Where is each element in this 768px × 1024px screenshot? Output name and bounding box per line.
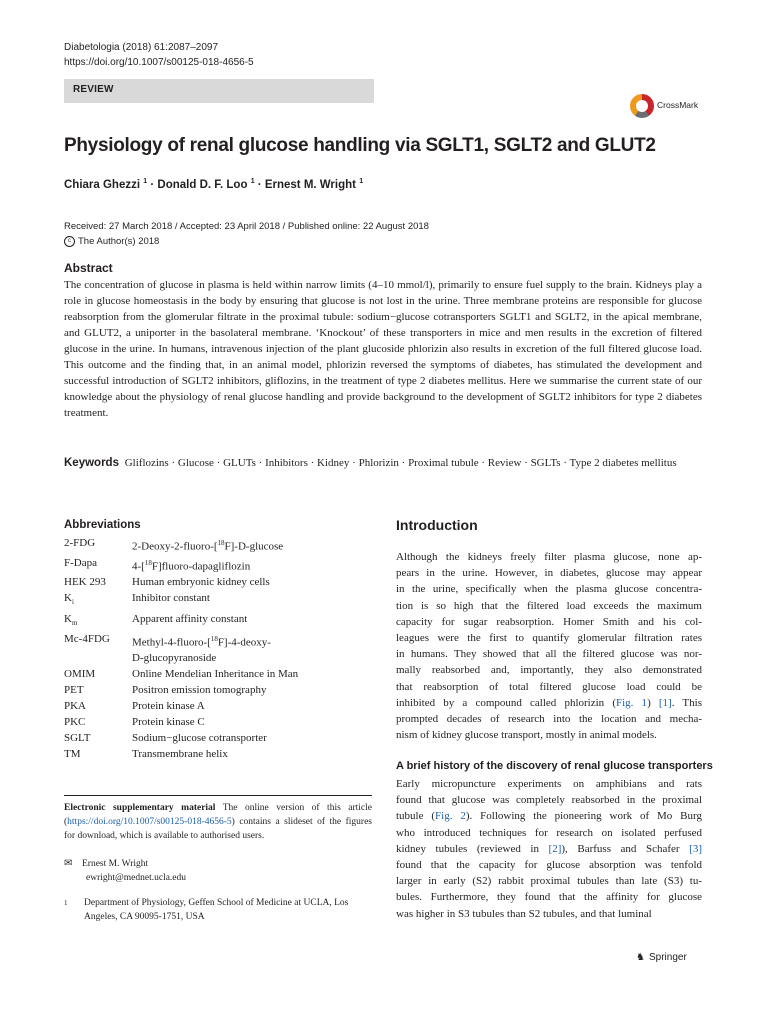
abbreviation-definition: Transmembrane helix [132,748,228,761]
copyright-text: The Author(s) 2018 [78,236,160,247]
abbreviation-term: $K_m$ [64,612,78,627]
abbreviation-definition: 2-Deoxy-2-fluoro-[$^{18}$F]-D-glucose [132,539,284,553]
journal-reference [64,40,254,70]
author-separator: · [150,178,158,191]
crossmark-icon [630,94,654,118]
contact-name: Ernest M. Wright [82,859,149,869]
text-line: Although the kidneys freely filter plasma glucose, none ap- [396,551,702,563]
envelope-icon: ✉ [64,858,73,869]
abbreviation-definition: Methyl-4-fluoro-[$^{18}$F]-4-deoxy- D-glucopyranoside [132,634,271,665]
abbreviation-term: PKA [64,700,87,713]
abbreviation-term: TM [64,748,81,761]
text-line: tubule (Fig. 2). Following the pioneering work of Mo Burg [396,810,702,823]
text-line: Early micropuncture experiments on amphibians and rats [396,778,702,790]
publisher-logo [636,952,687,963]
abbreviation-definition: Human embryonic kidney cells [132,576,270,589]
text-line: bules. Furthermore, they found that the affinity for glucose [396,891,702,904]
text-line: in the urine, specifically when the plasma glucose concentra- [396,583,702,596]
abbreviation-definition: Protein kinase A [132,700,205,713]
supplementary-label: Electronic supplementary material [64,803,216,813]
section-label: REVIEW [73,84,114,95]
abstract-heading: Abstract [64,261,113,275]
abbreviation-row [64,666,364,682]
affiliation-number: 1 [64,899,68,907]
text-line: tion is so high that the filtered load exceeds the maximum [396,599,702,612]
abbreviation-definition: 4-[$^{18}$F]fluoro-dapagliflozin [132,558,251,573]
contact-email[interactable]: ewright@mednet.ucla.edu [86,873,187,883]
author-affil-mark: 1 [143,178,148,185]
supplementary-text-2: ) contains a slideset of the figures for download, which is available to authorised users. [64,817,372,841]
text-line: found that the capacity for glucose absorption was tenfold [396,858,702,871]
text-line: that reabsorption of total filtered glucose load could be [396,680,702,693]
abbreviation-row [64,682,364,698]
abbreviation-definition: Apparent affinity constant [132,612,248,625]
abbreviation-term: PKC [64,716,86,729]
text-line: nism of kidney glucose transport, mostly in animal models. [396,729,657,742]
abbreviation-term: OMIM [64,668,96,681]
supplementary-note [64,801,372,843]
history-body [396,776,702,922]
abbreviations-heading: Abbreviations [64,519,141,531]
supplementary-text-1: The online version of this article ( [64,803,372,827]
author-affil-mark: 1 [250,178,255,185]
author-name[interactable]: Chiara Ghezzi [64,178,141,191]
abbreviation-row [64,535,364,555]
author-name[interactable]: Ernest M. Wright [264,178,356,191]
text-line: pears in the urine. However, in diabetes, glucose may appear [396,567,702,580]
text-line: who introduced techniques for research on isolated perfused [396,826,702,839]
abbreviation-row [64,698,364,714]
footnote-divider [64,795,372,796]
copyright-line [64,234,429,249]
abbreviation-definition: Positron emission tomography [132,684,267,697]
text-line: mally reabsorbed and, importantly, they also demonstrated [396,664,702,677]
text-line: larger in early (S2) rabbit proximal tubules than late (S3) tu- [396,875,702,888]
introduction-heading: Introduction [396,517,478,533]
abbreviation-row [64,714,364,730]
keywords-label: Keywords [64,457,119,469]
text-line: prompted decades of research into the location and mecha- [396,712,702,725]
text-line: found that glucose was completely reabsorbed in the proximal [396,794,702,807]
crossmark-badge[interactable] [630,92,704,120]
text-line: in humans. They showed that all the filtered glucose was nor- [396,648,702,661]
abbreviation-definition: Inhibitor constant [132,592,210,605]
supplementary-link[interactable]: https://doi.org/10.1007/s00125-018-4656-5 [67,817,232,827]
abbreviation-term: $K_i$ [64,592,74,607]
text-line: leagues were the first to quantify glomerular filtration rates [396,631,702,644]
abbreviation-row [64,574,364,590]
abbreviation-definition: Protein kinase C [132,716,205,729]
abstract-body: The concentration of glucose in plasma is held within narrow limits (4–10 mmol/l), primarily to ensure fuel supply to the brain. Kidneys play a role in glucose homeostasis in the body by ensuring that glucose is not lost in the urine. Three membrane proteins are responsible for glucose reabsorption from the glomerular filtrate in the proximal tubule: sodium−glucose cotransporters SGLT1 and SGLT2, in the apical membrane, and GLUT2, a uniporter in the basolateral membrane. ‘Knockout’ of these transporters in mice and men results in the excretion of filtered glucose in the urine. In humans, intravenous injection of the plant glucoside phlorizin also results in excretion of the full filtered glucose load. This outcome and the finding that, in an animal model, phlorizin reversed the symptoms of diabetes, has stimulated the development and successful introduction of SGLT2 inhibitors, gliflozins, in the treatment of type 2 diabetes mellitus. Here we summarise the current state of our knowledge about the physiology of renal glucose handling and provide background to the development of SGLT2 inhibitors for type 2 diabetes treatment. [64,279,702,419]
abbreviation-term: PET [64,684,84,697]
affiliation-line-1: Department of Physiology, Geffen School of Medicine at UCLA, Los [84,898,349,908]
article-title: Physiology of renal glucose handling via SGLT1, SGLT2 and GLUT2 [64,135,656,156]
keywords-block [64,455,702,471]
history-dates: Received: 27 March 2018 / Accepted: 23 April 2018 / Published online: 22 August 2018 [64,221,429,232]
text-line: kidney tubules (reviewed in [2]), Barfuss and Schafer [3] [396,842,702,855]
abbreviation-term: 2-FDG [64,537,96,549]
abbreviation-row [64,590,364,610]
abbreviation-term: F-Dapa [64,556,97,569]
abbreviation-row [64,631,364,667]
abbreviation-row [64,555,364,575]
abbreviation-definition: Sodium−glucose cotransporter [132,732,267,745]
copyright-icon: c [64,236,75,247]
affiliation-line-2: Angeles, CA 90095-1751, USA [84,912,205,922]
abbreviation-row [64,746,364,762]
springer-horse-icon: ♞ [636,952,645,963]
doi-link[interactable]: https://doi.org/10.1007/s00125-018-4656-5 [64,57,254,68]
abbreviation-term: SGLT [64,732,91,745]
abbreviation-definition: Online Mendelian Inheritance in Man [132,668,299,681]
abbreviation-term: Mc-4FDG [64,632,110,645]
abbreviation-term: HEK 293 [64,576,106,589]
history-heading: A brief history of the discovery of renal glucose transporters [396,760,713,772]
author-list [64,178,363,191]
abbreviations-list [64,535,364,762]
author-name[interactable]: Donald D. F. Loo [157,178,248,191]
affiliation [64,896,374,924]
journal-citation: Diabetologia (2018) 61:2087–2097 [64,42,219,53]
text-line: was higher in S3 tubules than S2 tubules, and that luminal [396,907,652,920]
publisher-name: Springer [649,952,687,963]
abbreviation-row [64,611,364,631]
abbreviation-row [64,730,364,746]
text-line: capacity for sugar reabsorption. Homer Smith and his col- [396,615,702,628]
corresponding-author [64,857,186,885]
publication-dates [64,219,429,249]
keywords-list: Gliflozins · Glucose · GLUTs · Inhibitors · Kidney · Phlorizin · Proximal tubule · Review · SGLTs · Type 2 diabetes mellitus [124,457,677,469]
crossmark-label: CrossMark [657,100,699,110]
author-separator: · [257,178,265,191]
text-line: inhibited by a compound called phlorizin (Fig. 1) [1]. This [396,696,702,709]
author-affil-mark: 1 [359,178,364,185]
section-banner [64,79,374,103]
introduction-body [396,549,702,743]
